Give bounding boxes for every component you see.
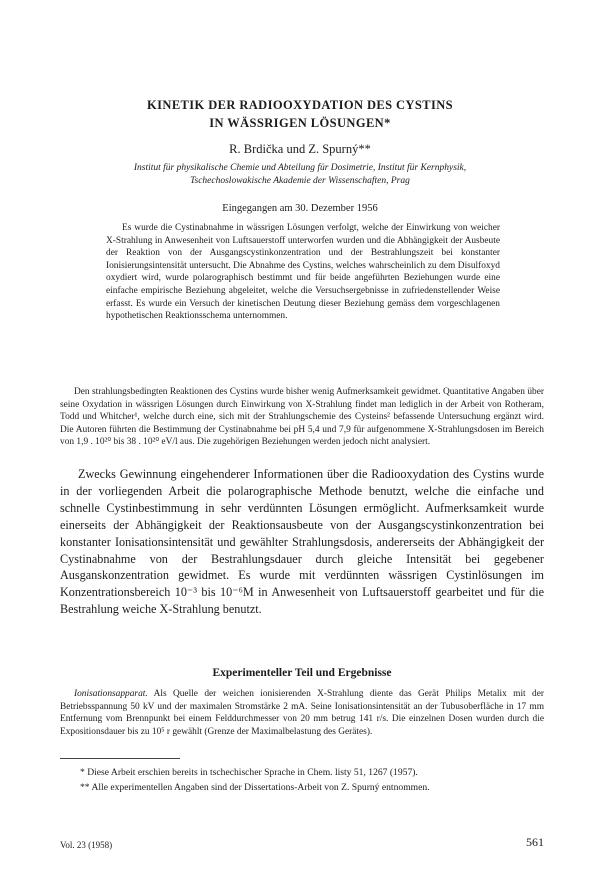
title-line-1: KINETIK DER RADIOOXYDATION DES CYSTINS (147, 98, 453, 112)
experimental-paragraph (60, 688, 544, 738)
experimental-lead: Ionisationsapparat. (74, 689, 148, 699)
body-paragraph: Zwecks Gewinnung eingehenderer Informationen über die Radiooxydation des Cystins wurde in der vorliegenden Arbeit die polarographische Methode benutzt, welche die einfache und schnelle Cystinbestimmung in sehr verdünnten Lösungen ermöglicht. Aufmerksamkeit wurde einerseits der Abhängigkeit der Reaktionsausbeute von der Ausgangscystinkonzentration bei konstanter Ionisationsintensität und gewählter Strahlungsdosis, andererseits der Abhängigkeit der Cystinabnahme von der Bestrahlungsdauer durch gleiche Intensität bei gegebener Ausganskonzentration gewidmet. Es wurde mit verdünnten wässrigen Cystinlösungen im Konzentrationsbereich 10⁻³ bis 10⁻⁶M in Anwesenheit von Luftsauerstoff gearbeitet und für die Bestrahlung weiche X-Strahlung benutzt. (60, 467, 544, 617)
section-heading: Experimenteller Teil und Ergebnisse (212, 667, 392, 679)
affiliation (50, 162, 550, 188)
title-line-2: IN WÄSSRIGEN LÖSUNGEN* (209, 116, 391, 130)
received-date: Eingegangen am 30. Dezember 1956 (222, 203, 378, 214)
page-number: 561 (526, 835, 544, 849)
footnote-rule (60, 758, 180, 759)
footnote-1: * Diese Arbeit erschien bereits in tschechischer Sprache in Chem. listy 51, 1267 (1957). (80, 767, 418, 778)
abstract: Es wurde die Cystinabnahme in wässrigen Lösungen verfolgt, welche der Einwirkung von weicher X-Strahlung in Anwesenheit von Luftsauerstoff unterworfen wurden und die Abhängigkeit der Ausbeute der Reaktion von der Ausgangscystinkonzentration und der Bestrahlungszeit bei konstanter Ionisierungsintensität untersucht. Die Abnahme des Cystins, welches wahrscheinlich zu dem Disulfoxyd oxydiert wird, wurde polarographisch bestimmt und für beide angeführten Beziehungen wurde eine einfache empirische Beziehung abgeleitet, welche die Versuchsergebnisse in zufriedenstellender Weise erfasst. Es wurde ein Versuch der kinetischen Deutung dieser Beziehung gemäss dem vorgeschlagenen hypothetischen Reaktionsschema unternommen. (106, 223, 500, 322)
affiliation-line-1: Institut für physikalische Chemie und Abteilung für Dosimetrie, Institut für Kernphysik, (133, 163, 467, 173)
volume-label: Vol. 23 (1958) (60, 840, 113, 850)
affiliation-line-2: Tschechoslowakische Akademie der Wissenschaften, Prag (190, 176, 410, 186)
article-title (60, 96, 540, 132)
footnote-2: ** Alle experimentellen Angaben sind der Dissertations-Arbeit von Z. Spurný entnommen. (80, 782, 430, 793)
intro-paragraph: Den strahlungsbedingten Reaktionen des Cystins wurde bisher wenig Aufmerksamkeit gewidmet. Quantitative Angaben über seine Oxydation in wässrigen Lösungen durch Einwirkung von X-Strahlung findet man lediglich in der Arbeit von Rotheram, Todd und Whitcher¹, welche durch eine, sich mit der Strahlungschemie des Cysteins² befassende Untersuchung ergänzt wird. Die Autoren führten die Bestimmung der Cystinabnahme bei pH 5,4 und 7,9 für aufgenommene X-Strahlungsdosen im Bereich von 1,9 . 10²⁰ bis 38 . 10²⁰ eV/l aus. Die zugehörigen Beziehungen werden jedoch nicht analysiert. (60, 387, 544, 448)
experimental-text: Als Quelle der weichen ionisierenden X-Strahlung diente das Gerät Philips Metalix mit der Betriebsspannung 50 kV und der maximalen Stromstärke 2 mA. Seine Ionisationsintensität an der Tubusoberfläche in 17 mm Entfernung vom Brennpunkt bei einem Felddurchmesser von 20 mm betrug 141 r/s. Die einzelnen Dosen wurden durch die Expositionsdauer bis zu 10⁵ r gewählt (Grenze der Maximalbelastung des Gerätes). (60, 689, 544, 737)
authors: R. Brdička und Z. Spurný** (229, 142, 371, 156)
